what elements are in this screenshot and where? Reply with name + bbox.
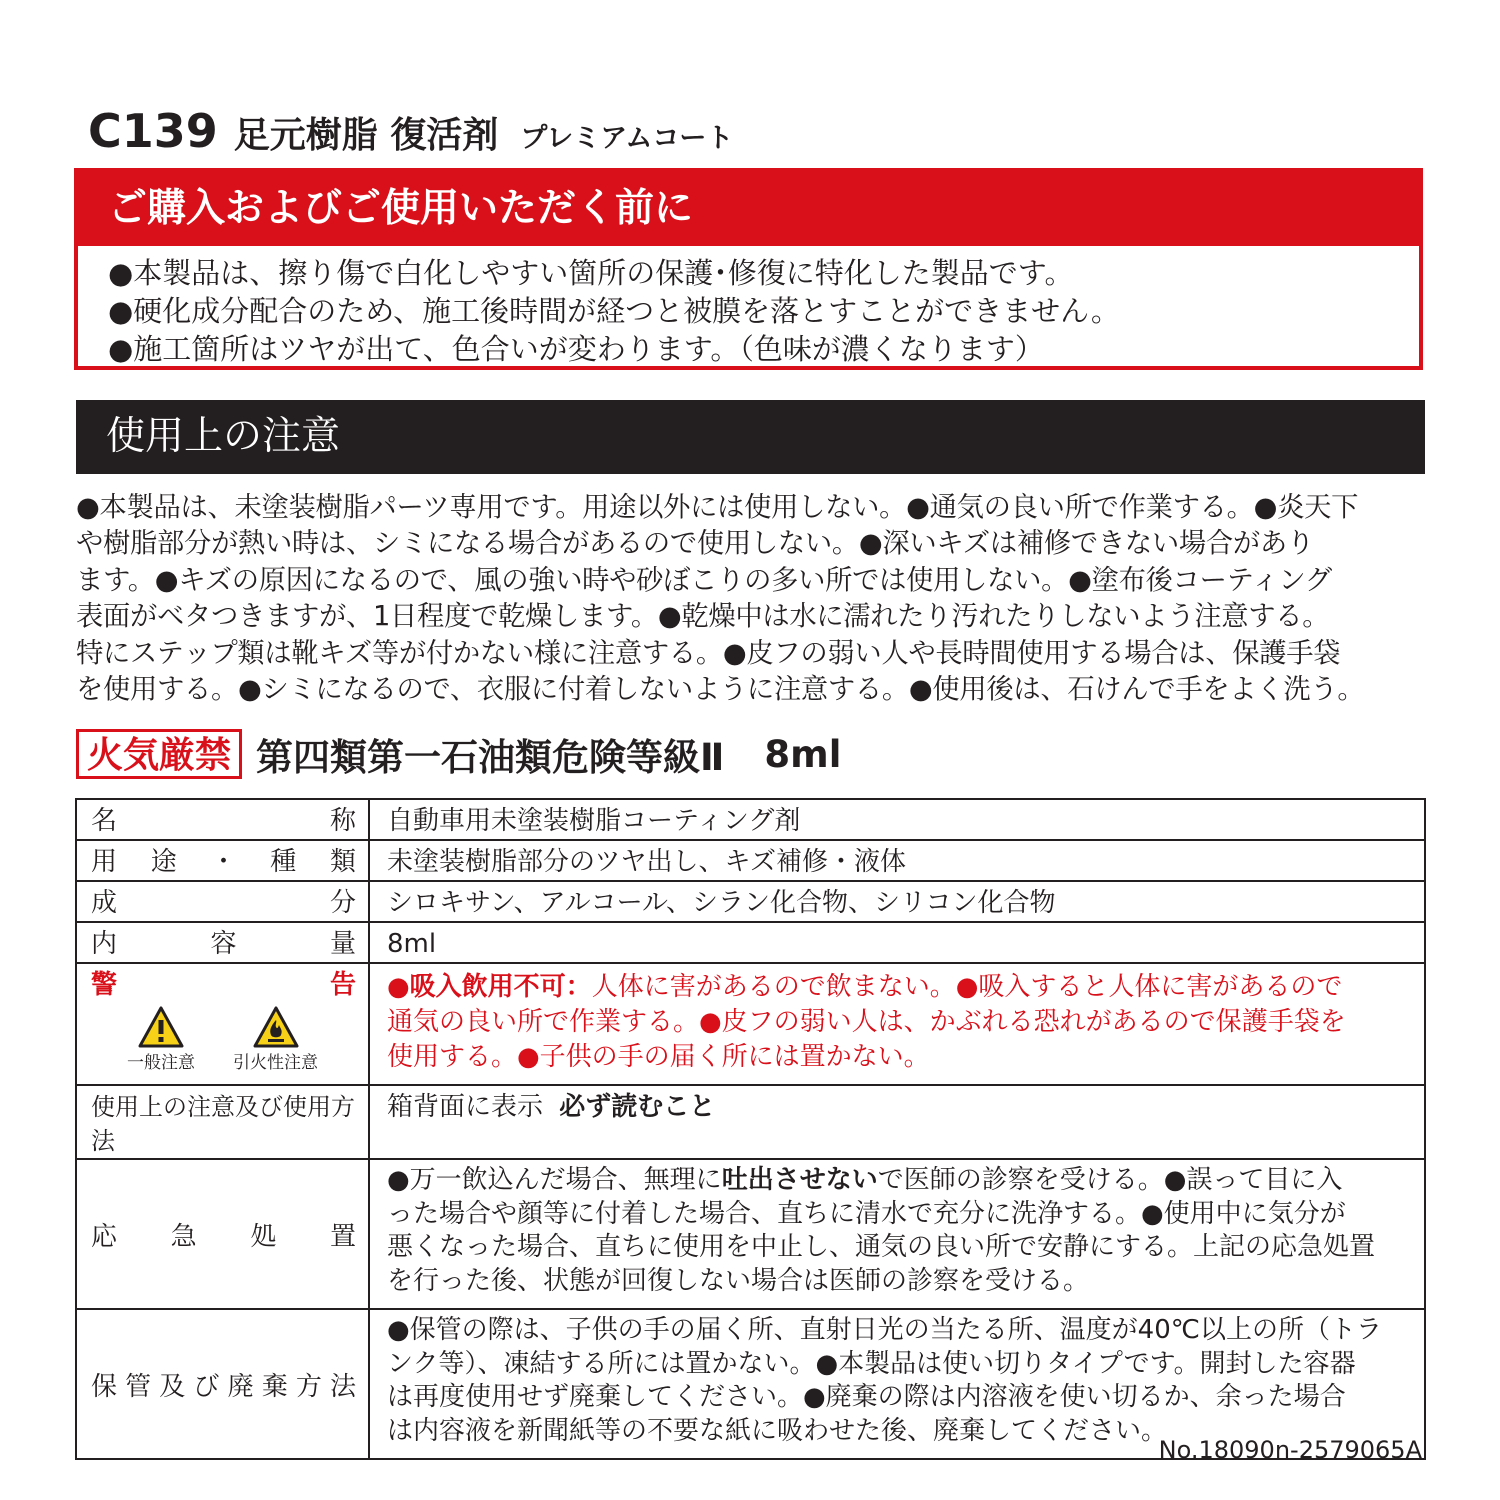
warning-bold: ●吸入飲用不可： [387,972,592,1002]
table-row [76,963,1425,1085]
value-storage: ●保管の際は、子供の手の届く所、直射日光の当たる所、温度が40℃以上の所（トラ ンク等）、凍結する所には置かない。●本製品は使い切りタイプです。開封した容器 は再度使用せず廃棄してください。●廃棄の際は内溶液を使い切るか、余った場合 は内容液を新聞紙等の不要な紙に吸わせた後、廃棄してください。 [369,1309,1425,1459]
product-number: No.18090n-2579065A [1158,1436,1422,1464]
before-use-line: ●施工箇所はツヤが出て、色合いが変わります。（色味が濃くなります） [108,332,1044,366]
before-use-heading: ご購入およびご使用いただく前に [78,172,1419,246]
table-row [76,1159,1425,1309]
hazard-class-row [76,728,841,780]
label-content: 内 容 量 [76,922,369,963]
must-read: 必ず読むこと [559,1092,716,1122]
value-ingredients: シロキサン、アルコール、シラン化合物、シリコン化合物 [369,881,1425,922]
value-name: 自動車用未塗装樹脂コーティング剤 [369,799,1425,840]
product-info-table [75,798,1426,1460]
product-subtitle: プレミアムコート [520,123,734,154]
label-name: 名 称 [76,799,369,840]
product-name: 足元樹脂 復活剤 [233,115,499,156]
caution-line: ます。●キズの原因になるので、風の強い時や砂ぼこりの多い所では使用しない。●塗布後コーティング [76,564,1332,596]
table-row [76,840,1425,881]
hazard-volume: 8ml [764,732,842,776]
table-row [76,799,1425,840]
general-caution-icon [138,1006,184,1048]
caution-line: を使用する。●シミになるので、衣服に付着しないように注意する。●使用後は、石けんで手をよく洗う。 [76,674,1365,706]
value-use: 未塗装樹脂部分のツヤ出し、キズ補修・液体 [369,840,1425,881]
before-use-line: ●本製品は、擦り傷で白化しやすい箇所の保護･修復に特化した製品です。 [108,256,1074,290]
caution-text [76,490,1426,708]
product-title [88,104,733,158]
value-first-aid: ●万一飲込んだ場合、無理に吐出させないで医師の診察を受ける。●誤って目に入 った場合や顔等に付着した場合、直ちに清水で充分に洗浄する。●使用中に気分が 悪くなった場合、直ちに使用を中止し、通気の良い所で安静にする。上記の応急処置 を行った後、状態が回復しない場合は医師の診察を受ける。 [369,1159,1425,1309]
label-first-aid: 応 急 処 置 [76,1159,369,1309]
flame-icon [253,1006,299,1048]
product-code: C139 [88,104,218,158]
caution-line: 特にステップ類は靴キズ等が付かない様に注意する。●皮フの弱い人や長時間使用する場合は、保護手袋 [76,637,1341,669]
table-row [76,1085,1425,1159]
value-warning: ●吸入飲用不可：人体に害があるので飲まない。●吸入すると人体に害があるので 通気の良い所で作業する。●皮フの弱い人は、かぶれる恐れがあるので保護手袋を 使用する。●子供の手の届く所には置かない。 [369,963,1425,1085]
label-method: 使用上の注意及び使用方法 [76,1085,369,1159]
hazard-class: 第四類第一石油類危険等級Ⅱ [256,736,725,779]
before-use-box [74,168,1423,370]
label-ingredients: 成 分 [76,881,369,922]
fire-prohibited-badge: 火気厳禁 [76,729,242,779]
warning-icons [77,1006,368,1073]
before-use-text [108,254,1120,368]
value-method: 箱背面に表示 必ず読むこと [369,1085,1425,1159]
flammable-caution: 引火性注意 [233,1006,318,1073]
label-storage: 保 管 及 び 廃 棄 方 法 [76,1309,369,1459]
caution-heading: 使用上の注意 [76,400,1425,474]
label-warning: 警 告 一般注意 引火性注意 [76,963,369,1085]
value-content: 8ml [369,922,1425,963]
table-row [76,922,1425,963]
general-caution: 一般注意 [127,1006,195,1073]
caution-line: 表面がベタつきますが、1日程度で乾燥します。●乾燥中は水に濡れたり汚れたりしないよう注意する。 [76,601,1330,633]
table-row [76,881,1425,922]
caution-line: や樹脂部分が熱い時は、シミになる場合があるので使用しない。●深いキズは補修できない場合があり [76,528,1314,560]
before-use-line: ●硬化成分配合のため、施工後時間が経つと被膜を落とすことができません。 [108,294,1120,328]
caution-line: ●本製品は、未塗装樹脂パーツ専用です。用途以外には使用しない。●通気の良い所で作業する。●炎天下 [76,492,1359,523]
label-use: 用 途 ・ 種 類 [76,840,369,881]
